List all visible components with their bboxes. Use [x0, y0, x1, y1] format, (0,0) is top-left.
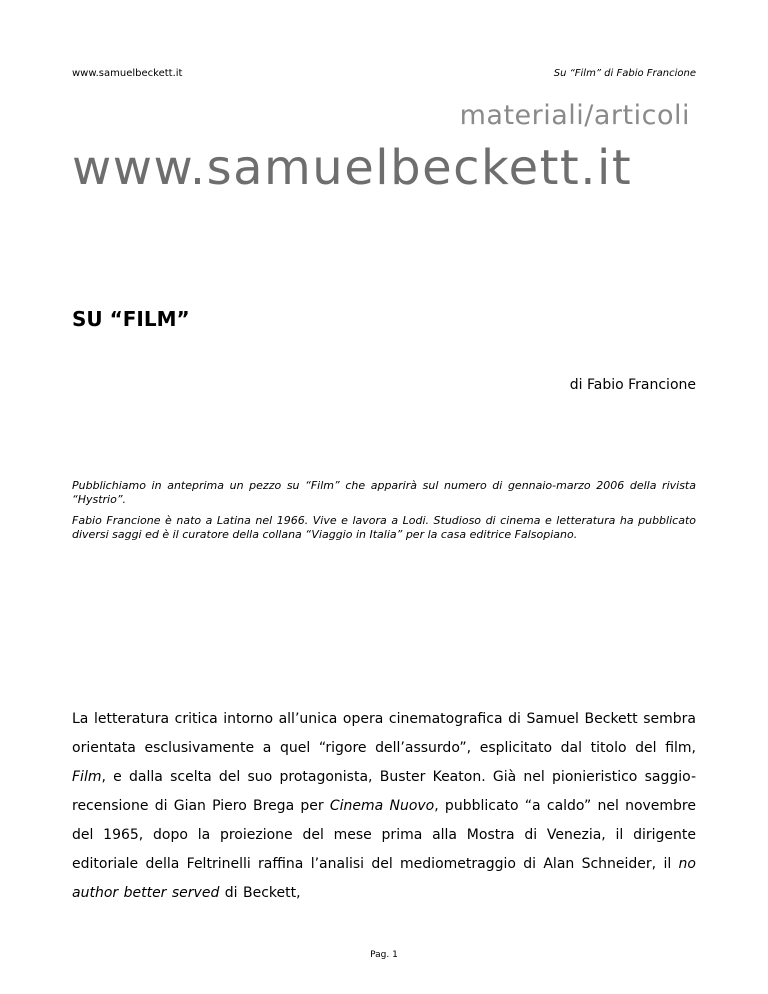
section-label: materiali/articoli [459, 100, 690, 131]
intro-paragraph-1: Pubblichiamo in anteprima un pezzo su “Film” che apparirà sul numero di gennaio-marzo 2006 della rivista “Hystrio”. [72, 479, 696, 506]
page-number: Pag. 1 [370, 950, 398, 960]
header-site-url: www.samuelbeckett.it [72, 68, 183, 79]
quote-italic: no author better served [72, 856, 696, 901]
intro-paragraph-2: Fabio Francione è nato a Latina nel 1966. Vive e lavora a Lodi. Studioso di cinema e letteratura ha pubblicato diversi saggi ed è il curatore della collana “Viaggio in Italia” per la casa editrice Falsopiano. [72, 514, 696, 541]
film-title-italic: Film [72, 769, 102, 785]
body-text-segment: , pubblicato “a caldo” nel novembre del 1965, dopo la proiezione del mese prima alla Mostra di Venezia, il dirigente editoriale della Feltrinelli raffina l’analisi del mediometraggio di Alan Schneider, il [72, 798, 696, 872]
journal-name-italic: Cinema Nuovo [329, 798, 435, 814]
body-paragraph [72, 705, 696, 908]
article-title: SU “FILM” [72, 307, 190, 331]
body-text-segment: , e dalla scelta del suo protagonista, Buster Keaton. Già nel pionieristico saggio-recensione di Gian Piero Brega per [72, 769, 696, 814]
body-text-segment: La letteratura critica intorno all’unica opera cinematografica di Samuel Beckett sembra orientata esclusivamente a quel “rigore dell’assurdo”, esplicitato dal titolo del film, [72, 711, 696, 756]
site-title: www.samuelbeckett.it [72, 140, 633, 196]
body-text-segment: di Beckett, [219, 885, 301, 901]
header-article-ref: Su “Film” di Fabio Francione [553, 68, 696, 79]
article-byline: di Fabio Francione [569, 377, 696, 393]
